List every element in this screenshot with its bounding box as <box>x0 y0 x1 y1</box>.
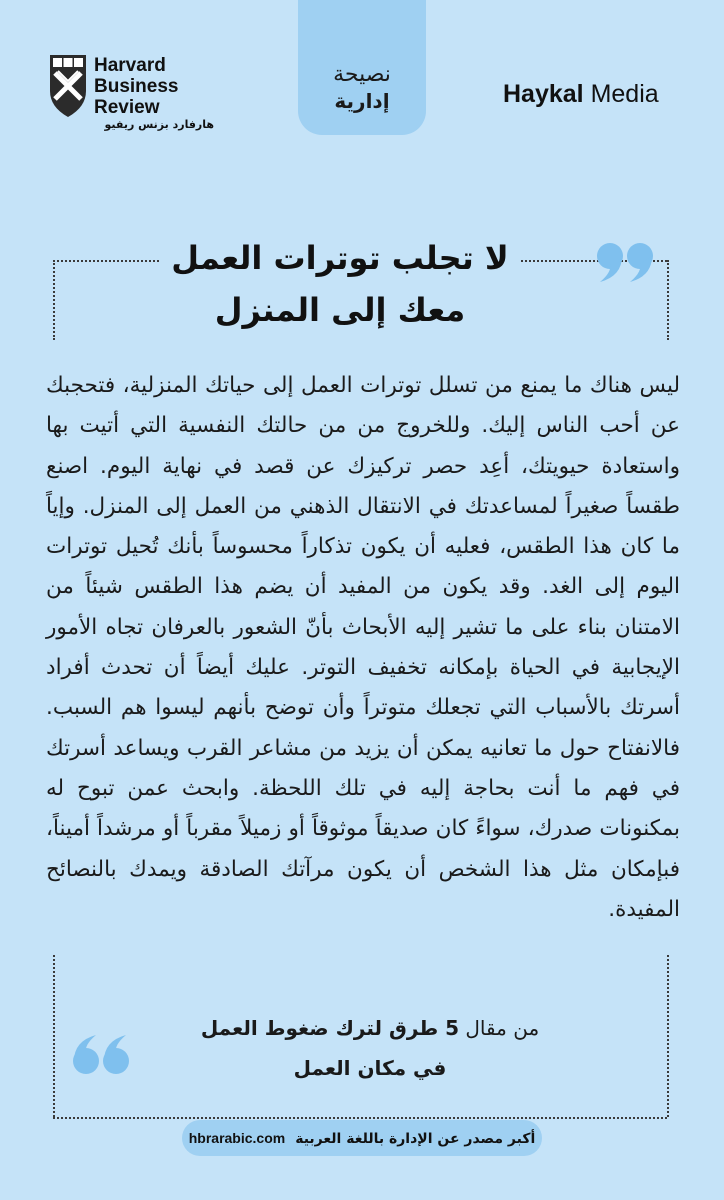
title-line-1: لا تجلب توترات العمل <box>171 239 509 277</box>
publisher-logo-part1: Haykal <box>503 80 584 108</box>
title-line-2: معك إلى المنزل <box>214 291 466 329</box>
hbr-wordmark <box>94 55 178 118</box>
hbr-word-review: Review <box>94 97 160 118</box>
hbr-arabic-name: هارفارد بزنس ريفيو <box>104 118 214 131</box>
source-citation <box>190 1008 550 1088</box>
quote-mark-icon <box>72 1035 134 1079</box>
article-title <box>160 232 520 336</box>
source-frame-left <box>53 955 55 1117</box>
publisher-logo <box>503 80 659 109</box>
hbr-logo <box>50 55 230 135</box>
title-frame-left <box>53 260 55 340</box>
article-body: ليس هناك ما يمنع من تسلل توترات العمل إلى حياتك المنزلية، فتحجبك عن أحب الناس إليك. وللخروج من من حالتك النفسية التي أتيت بها واستعادة حيويتك، أعِد حصر تركيزك عن قصد في نهاية اليوم. اصنع طقساً صغيراً لمساعدتك في الانتقال الذهني من العمل إلى المنزل. وإياً ما كان هذا الطقس، فعليه أن يكون تذكاراً محسوساً بأنك تُحيل توترات اليوم إلى الغد. وقد يكون من المفيد أن يضم هذا الطقس شيئاً من الامتنان بناء على ما تشير إليه الأبحاث بأنّ الشعور بالعرفان تجاه الأمور الإيجابية في الحياة بإمكانه تخفيف التوتر. عليك أيضاً أن تحدث أفراد أسرتك بالأسباب التي تجعلك متوتراً وأن توضح بأنهم ليسوا هم السبب. فالانفتاح حول ما تعانيه يمكن أن يزيد من مشاعر القرب ويساعد أسرتك في فهم ما أنت بحاجة إليه في تلك اللحظة. وابحث عمن تبوح له بمكنونات صدرك، سواءً كان صديقاً موثوقاً أو زميلاً مقرباً أو مرشداً أميناً، فبإمكان مثل هذا الشخص أن يكون مرآتك الصادقة ويمدك بالنصائح المفيدة. <box>46 373 680 922</box>
badge-line2: إدارية <box>334 89 390 113</box>
badge-line1: نصيحة <box>333 62 391 87</box>
footer-url[interactable]: hbrarabic.com <box>188 1130 286 1146</box>
footer-banner <box>182 1120 542 1156</box>
hbr-shield-icon <box>50 55 86 117</box>
title-frame-right <box>667 260 669 340</box>
source-frame-right <box>667 955 669 1117</box>
source-article-title: 5 طرق لترك ضغوط العمل في مكان العمل <box>200 1016 460 1080</box>
publisher-logo-part2: Media <box>583 80 659 108</box>
quote-mark-icon <box>592 238 654 282</box>
category-badge <box>298 0 426 135</box>
hbr-word-harvard: Harvard <box>94 55 166 76</box>
source-prefix: من مقال <box>459 1016 540 1040</box>
hbr-word-business: Business <box>94 76 179 97</box>
footer-tagline: أكبر مصدر عن الإدارة باللغة العربية <box>295 1131 536 1147</box>
